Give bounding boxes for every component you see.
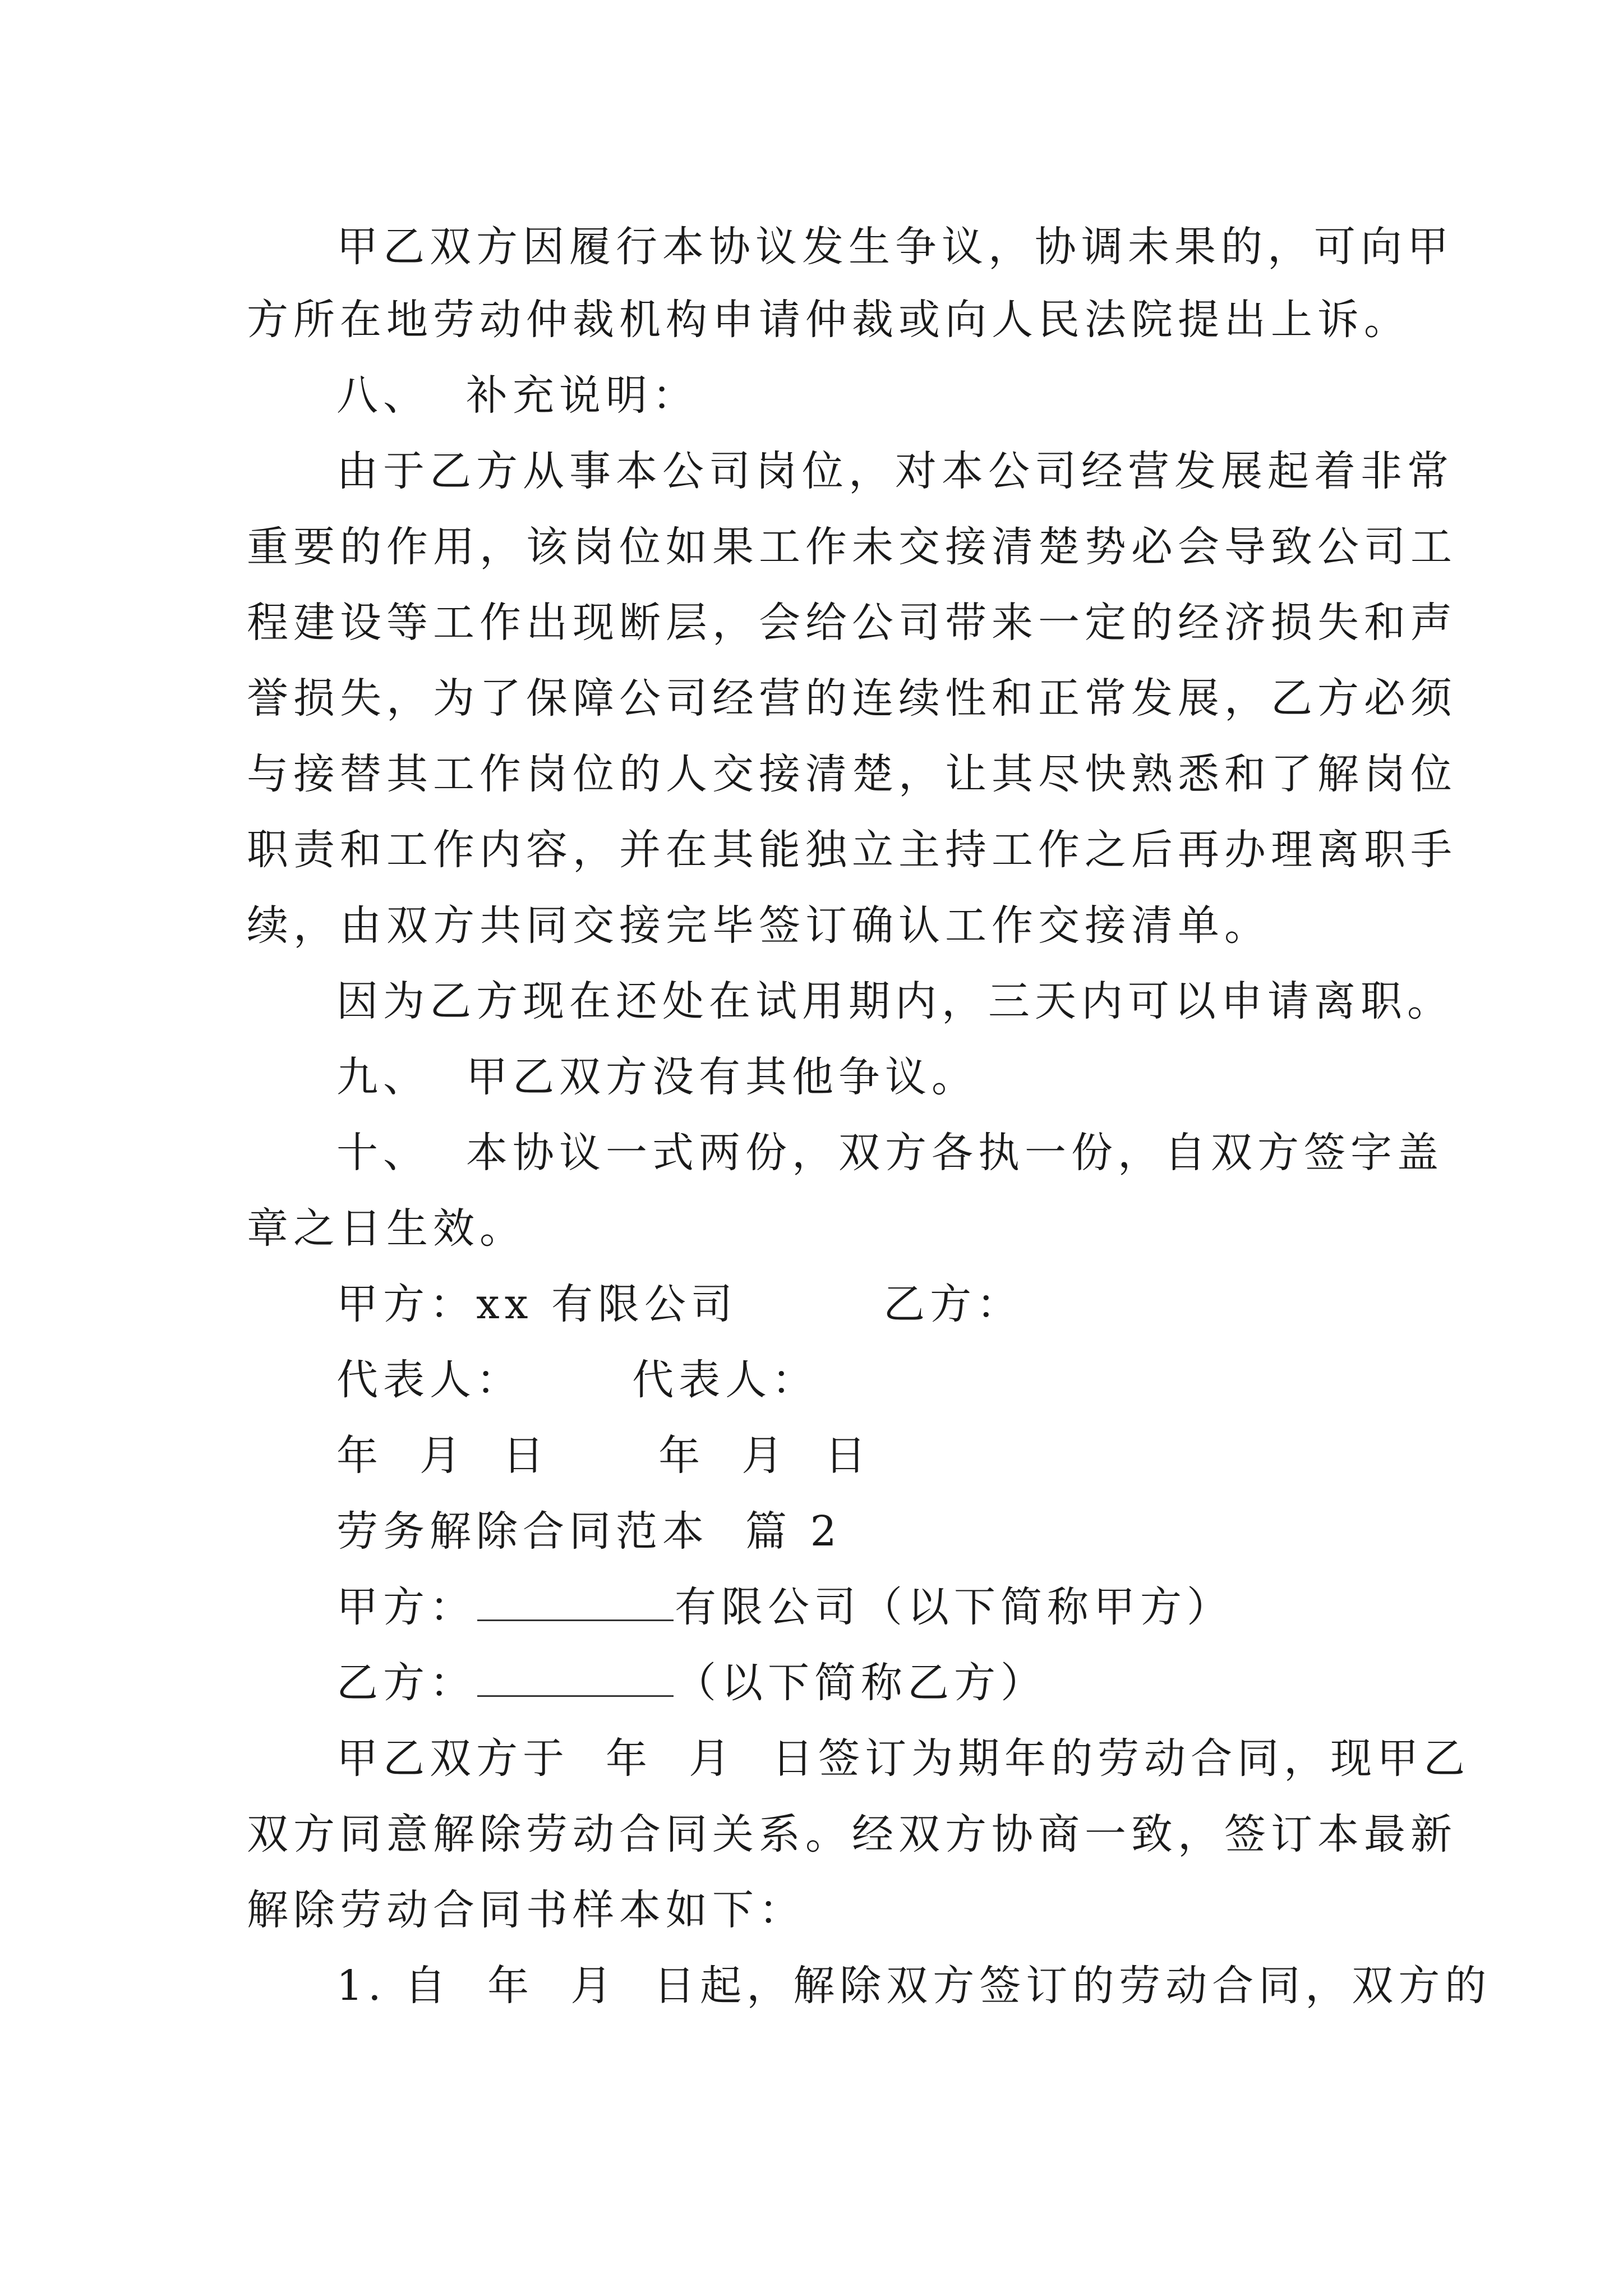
paragraph-line: 与接替其工作岗位的人交接清楚，让其尽快熟悉和了解岗位 [247,750,1457,798]
paragraph-line: 方所在地劳动仲裁机构申请仲裁或向人民法院提出上诉。 [247,296,1410,344]
party-b-label: 乙方： [336,1659,476,1707]
paragraph-line: 续，由双方共同交接完毕签订确认工作交接清单。 [247,901,1271,950]
signature-line: 代表人： 代表人： [336,1356,819,1404]
signature-line: 甲方：xx 有限公司 乙方： [336,1280,1023,1328]
paragraph-line: 双方同意解除劳动合同关系。经双方协商一致，签订本最新 [247,1810,1457,1858]
paragraph-line: 程建设等工作出现断层，会给公司带来一定的经济损失和声 [247,599,1457,647]
party-a-suffix: 有限公司（以下简称甲方） [675,1583,1233,1631]
paragraph-line: 因为乙方现在还处在试用期内，三天内可以申请离职。 [336,977,1454,1025]
section-heading: 八、 补充说明： [336,371,699,420]
paragraph-line: 职责和工作内容，并在其能独立主持工作之后再办理离职手 [247,826,1457,874]
paragraph-line: 誉损失，为了保障公司经营的连续性和正常发展，乙方必须 [247,674,1457,723]
paragraph-line: 甲乙双方因履行本协议发生争议，协调未果的，可向甲 [336,223,1454,271]
party-a-blank [477,1580,674,1621]
document-title: 劳务解除合同范本 篇 2 [336,1507,842,1556]
party-a-label: 甲方： [336,1583,476,1631]
paragraph-line: 章之日生效。 [247,1204,526,1253]
paragraph-line: 1. 自 年 月 日起，解除双方签订的劳动合同，双方的 [336,1962,1492,2010]
section-heading: 九、 甲乙双方没有其他争议。 [336,1053,979,1101]
party-b-blank [477,1656,674,1697]
paragraph-line: 由于乙方从事本公司岗位，对本公司经营发展起着非常 [336,447,1454,495]
party-b-line [336,1655,1047,1711]
paragraph-line: 甲乙双方于 年 月 日签订为期年的劳动合同，现甲乙 [336,1734,1470,1783]
party-b-suffix: （以下简称乙方） [675,1659,1047,1707]
date-line: 年 月 日 年 月 日 [336,1432,872,1480]
paragraph-line: 重要的作用，该岗位如果工作未交接清楚势必会导致公司工 [247,523,1457,571]
section-heading: 十、 本协议一式两份，双方各执一份，自双方签字盖 [336,1129,1444,1177]
paragraph-line: 解除劳动合同书样本如下： [247,1886,805,1934]
party-a-line [336,1579,1233,1635]
